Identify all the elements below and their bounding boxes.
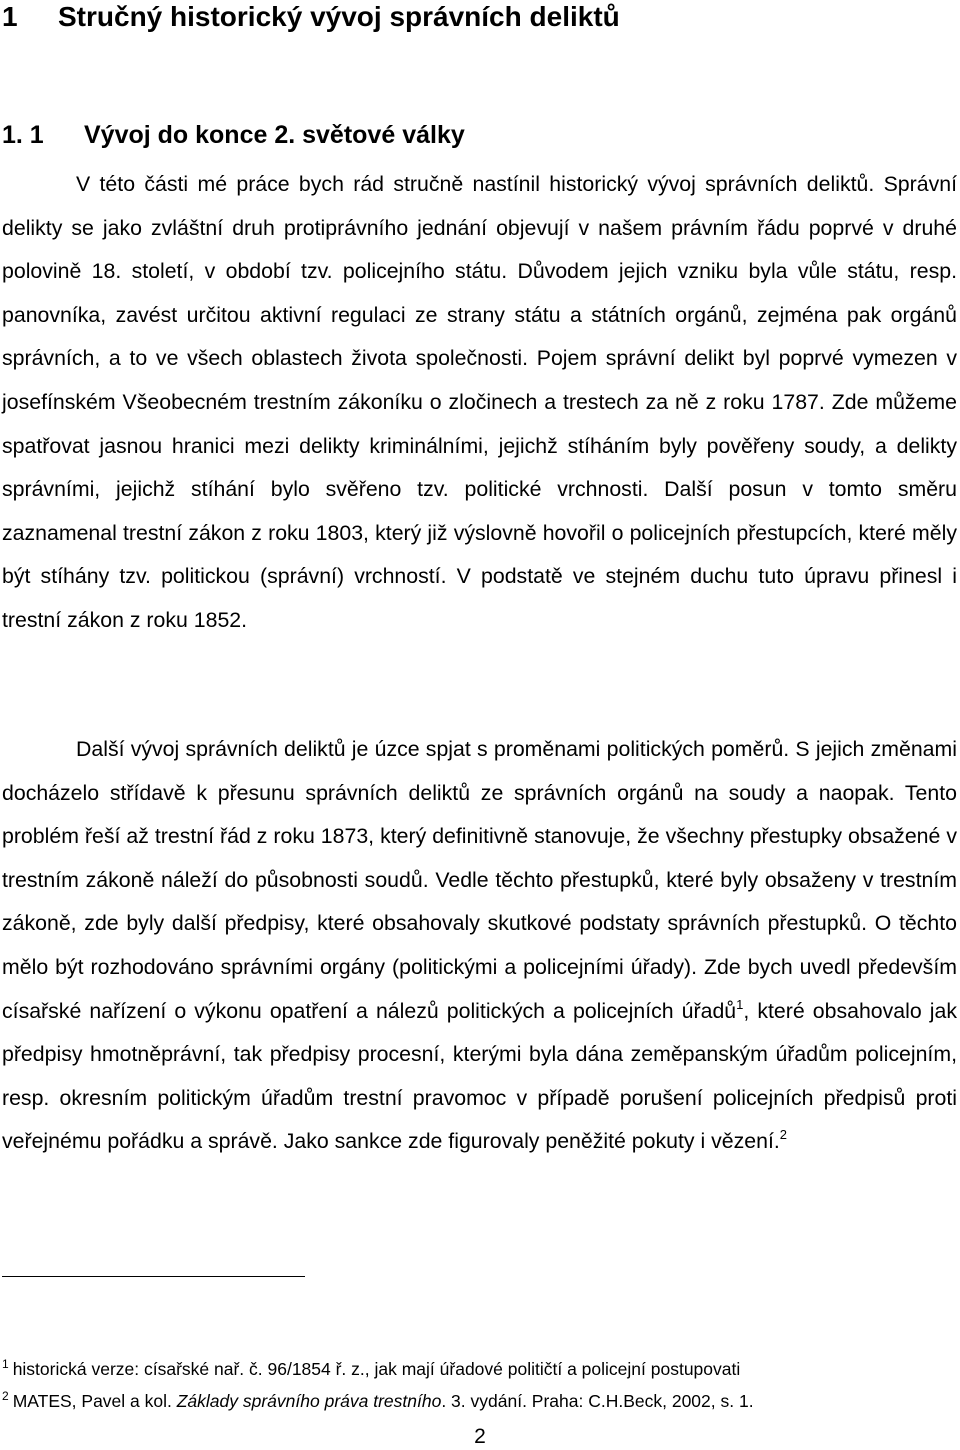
- section-heading: [2, 118, 465, 152]
- footnote-reference[interactable]: 2: [779, 1127, 788, 1143]
- footnote: [2, 1390, 754, 1412]
- footnote-book-title: Základy správního práva trestního: [176, 1391, 442, 1411]
- footnote-text: . 3. vydání. Praha: C.H.Beck, 2002, s. 1.: [441, 1391, 754, 1411]
- footnote: [2, 1358, 740, 1380]
- chapter-number: 1: [2, 1, 18, 32]
- footnote-text: MATES, Pavel a kol.: [12, 1391, 177, 1411]
- section-number: 1. 1: [2, 121, 44, 149]
- footnote-separator: [2, 1276, 305, 1277]
- footnote-marker: 1: [2, 1357, 9, 1371]
- footnote-text: historická verze: císařské nař. č. 96/1854 ř. z., jak mají úřadové političtí a policejní postupovati: [12, 1359, 741, 1379]
- paragraph: [2, 163, 957, 643]
- page-number: 2: [474, 1425, 486, 1448]
- chapter-heading: [2, 0, 620, 34]
- paragraph: Další vývoj správních deliktů je úzce spjat s proměnami politických poměrů. S jejich změnami docházelo střídavě k přesunu správních deliktů ze správních orgánů na soudy a naopak. Tento problém řeší až trestní řád z roku 1873, který definitivně stanovuje, že všechny přestupky obsažené v trestním zákoně náleží do působnosti soudů. Vedle těchto přestupků, které byly obsaženy v trestním zákoně, zde byly další předpisy, které obsahovaly skutkové podstaty správních přestupků. O těchto mělo být rozhodováno správními orgány (politickými a policejními úřady). Zde bych uvedl především císařské nařízení o výkonu opatření a nálezů politických a policejních úřadů$^1$, které obsahovalo jak předpisy hmotněprávní, tak předpisy procesní, kterými byla dána zeměpanským úřadům policejním, resp. okresním politickým úřadům trestní pravomoc v případě porušení policejních předpisů proti veřejnému pořádku a správě. Jako sankce zde figurovaly peněžité pokuty i vězení.$^2$: [2, 737, 957, 1154]
- paragraph-text: Další vývoj správních deliktů je úzce spjat s proměnami politických poměrů. S jejich změnami docházelo střídavě k přesunu správních deliktů ze správních orgánů na soudy a naopak. Tento problém řeší až trestní řád z roku 1873, který definitivně stanovuje, že všechny přestupky obsažené v trestním zákoně náleží do působnosti soudů. Vedle těchto přestupků, které byly obsaženy v trestním zákoně, zde byly další předpisy, které obsahovaly skutkové podstaty správních přestupků. O těchto mělo být rozhodováno správními orgány (politickými a policejními úřady). Zde bych uvedl především císařské nařízení o výkonu opatření a nálezů politických a policejních úřadů: [2, 737, 957, 1023]
- paragraph-text: V této části mé práce bych rád stručně nastínil historický vývoj správních deliktů. Správní delikty se jako zvláštní druh protiprávního jednání objevují v našem právním řádu poprvé v druhé polovině 18. století, v období tzv. policejního státu. Důvodem jejich vzniku byla vůle státu, resp. panovníka, zavést určitou aktivní regulaci ze strany státu a státních orgánů, zejména pak orgánů správních, a to ve všech oblastech života společnosti. Pojem správní delikt byl poprvé vymezen v josefínském Všeobecném trestním zákoníku o zločinech a trestech za ně z roku 1787. Zde můžeme spatřovat jasnou hranici mezi delikty kriminálními, jejichž stíháním byly pověřeny soudy, a delikty správními, jejichž stíhání bylo svěřeno tzv. politické vrchnosti. Další posun v tomto směru zaznamenal trestní zákon z roku 1803, který již výslovně hovořil o policejních přestupcích, které měly být stíhány tzv. politickou (správní) vrchností. V podstatě ve stejném duchu tuto úpravu přinesl i trestní zákon z roku 1852.: [2, 172, 957, 632]
- chapter-title: Stručný historický vývoj správních deliktů: [58, 1, 620, 32]
- footnote-marker: 2: [2, 1389, 9, 1403]
- paragraph-text: které obsahovalo jak předpisy hmotněprávní, tak předpisy procesní, kterými byla dána zeměpanským úřadům policejním, resp. okresním politickým úřadům trestní pravomoc v případě porušení policejních předpisů proti veřejnému pořádku a správě. Jako sankce zde figurovaly peněžité pokuty i vězení.: [2, 998, 957, 1154]
- footnote-reference[interactable]: 1: [736, 996, 744, 1012]
- section-title: Vývoj do konce 2. světové války: [84, 121, 465, 149]
